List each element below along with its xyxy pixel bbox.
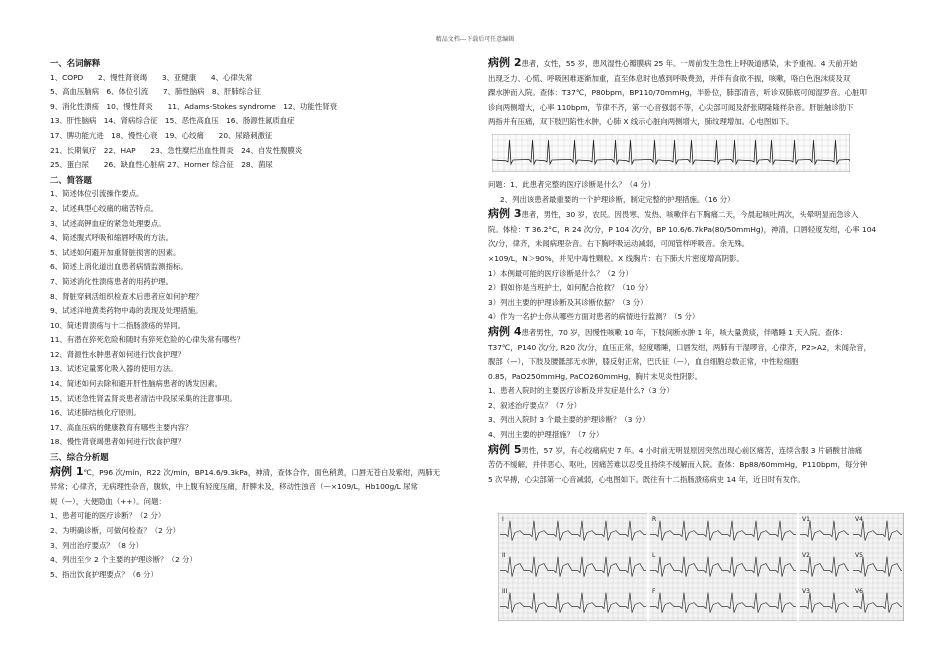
case-question: 3、列出入院时 3 个最主要的护理诊断？（3 分） xyxy=(488,415,650,425)
case-text: 次/分，律齐，未闻病理杂音。右下胸呼吸运动减弱，可闻管样呼吸音。余无殊。 xyxy=(488,239,750,249)
case-title: 病例 1 xyxy=(50,464,84,478)
list-item: 5、试述如何避开加重肾脏损害的因素。 xyxy=(50,247,181,257)
list-item: 15、试述急性肾盂肾炎患者清洁中段尿采集的注意事项。 xyxy=(50,393,237,403)
case-title: 病例 5 xyxy=(488,442,522,456)
ecg-lead-label: R xyxy=(652,516,657,523)
case-text: T37℃，P140 次/分, R20 次/分，血压正常，轻度嗜睡，口唇发绀，两肺有干湿啰音，心律齐，P2>A2，未闻杂音， xyxy=(488,342,872,352)
case-question: 1、患者入院时的主要医疗诊断及并发症是什么?（3 分） xyxy=(488,386,674,396)
list-item: 1、简述体位引流操作要点。 xyxy=(50,189,144,199)
questions-list xyxy=(50,187,480,450)
ecg-lead-label: II xyxy=(502,552,506,559)
list-item: 6、简述上消化道出血患者病情监测指标。 xyxy=(50,262,188,272)
list-item: 7、简述消化性溃疡患者的用药护理。 xyxy=(50,276,173,286)
case-question: 4、列出至少 2 个主要的护理诊断？（2 分） xyxy=(50,555,197,565)
case-4 xyxy=(488,325,906,443)
case-text: 0.85，PaO250mmHg, PaCO260mmHg，胸片未见炎性阴影。 xyxy=(488,371,703,381)
ecg-strip-image xyxy=(492,134,850,172)
ecg-lead-label: V4 xyxy=(855,516,863,523)
case-text: 腹部（—），下肢及腰骶部无水肿，膝反射正常，巴氏征（—），血自细胞总数正常，中性粒细胞 xyxy=(488,357,799,367)
case-question: 2、叙述治疗要点？（7 分） xyxy=(488,400,582,410)
case-text: 出现乏力、心慌、呼吸困难逐渐加重，直至体息时也感到呼吸费劲，并伴有食欲不振，咳嗽，咯白色泡沫痰及双 xyxy=(488,73,851,83)
case-title: 病例 3 xyxy=(488,207,522,221)
case-3 xyxy=(488,207,906,325)
case-question: 1、患者可能的医疗诊断？（2 分） xyxy=(50,511,166,521)
case-text: 踝水肿而入院。查体：T37℃，P80bpm，BP110/70mmHg，半卧位，肺部清音，听诊双肺底可闻湿罗音。心脏叩 xyxy=(488,88,867,98)
case-text: 诊向两侧增大，心率 110bpm，节律不齐，第一心音强弱不等，心尖部可闻及舒张期隆隆样杂音。肝脏触诊肋下 xyxy=(488,102,854,112)
list-item: 13、试述定量雾化吸入器的使用方法。 xyxy=(50,364,178,374)
left-column xyxy=(50,56,480,582)
list-item: 21、长期氧疗 22、HAP 23、急性糜烂出血性胃炎 24、自发性腹膜炎 xyxy=(50,145,303,155)
case-question: 问题：1、此患者完整的医疗诊断是什么？（4 分） xyxy=(488,179,655,189)
case-2 xyxy=(488,56,906,207)
list-item: 13、肝性脑病 14、肾病综合征 15、恶性高血压 16、肠源性氮质血症 xyxy=(50,116,295,126)
case-text: 两指并有压痛，双下肢凹陷性水肿，心肺 X 线示心脏向两侧增大，肺纹理增加。心电图如下。 xyxy=(488,117,794,127)
case-question: 5、指出饮食护理要点？（6 分） xyxy=(50,569,158,579)
ecg-lead-label: III xyxy=(502,588,508,595)
ecg-lead-label: V5 xyxy=(855,552,863,559)
list-item: 14、简述如何去除和避开肝性脑病患者的诱发因素。 xyxy=(50,379,223,389)
case-1 xyxy=(50,465,480,583)
page-header: 精品文档---下载后可任意编辑 xyxy=(435,36,515,43)
section-title-terms: 一、名词解释 xyxy=(50,58,101,68)
ecg-lead-label: F xyxy=(652,588,656,595)
ecg-12-lead-case-5 xyxy=(498,513,904,621)
case-question: 2、为明确诊断，可做何检查？（2 分） xyxy=(50,526,181,535)
list-item: 9、试述洋地黄类药物中毒的表现及处理措施。 xyxy=(50,306,203,316)
list-item: 5、高血压脑病 6、体位引流 7、肺性脑病 8、肝肺综合征 xyxy=(50,87,261,97)
case-text: 异常；心律齐，无病理性杂音，腹软，中上腹有轻度压痛，肝脾未及，移动性浊音（—×109/L，Hb100g/L 尿常 xyxy=(50,482,418,492)
list-item: 10、简述胃溃疡与十二指肠溃疡的异同。 xyxy=(50,320,186,330)
case-question: 4、列出主要的护理措施？（7 分） xyxy=(488,430,604,440)
list-item: 2、试述典型心绞痛的痛苦特点。 xyxy=(50,203,159,213)
case-text: 患者，女性，55 岁，患风湿性心瓣膜病 25 年。一周前发生急性上呼吸道感染，未予重视。4 天前开始 xyxy=(521,59,858,68)
case-question: 3）列出主要的护理诊断及其诊断依据？（3 分） xyxy=(488,297,648,307)
list-item: 9、消化性溃疡 10、慢性肾炎 11、Adams-Stokes syndrome 12、功能性肾衰 xyxy=(50,101,337,111)
ecg-lead-label: V3 xyxy=(802,588,810,595)
case-text: ℃，P96 次/min，R22 次/min，BP14.6/9.3kPa，神清，查体合作，面色稍黄，口唇无苍白及紫绀，两肺无 xyxy=(83,467,441,477)
list-item: 17、脾功能亢进 18、慢性心衰 19、心绞痛 20、尿路刺激征 xyxy=(50,130,273,140)
ecg-strip-case-2 xyxy=(492,134,850,172)
case-question: 1）本例最可能的医疗诊断是什么？（2 分） xyxy=(488,268,633,278)
case-question: 2、列出该患者最重要的一个护理诊断，制定完整的护理措施。（16 分） xyxy=(500,194,735,204)
case-text: 规（—），大便隐血（++）。问题： xyxy=(50,496,166,506)
case-title: 病例 2 xyxy=(488,56,522,69)
ecg-lead-label: V2 xyxy=(802,552,810,559)
list-item: 18、慢性肾衰竭患者如何进行饮食护理？ xyxy=(50,437,186,447)
ecg-lead-label: L xyxy=(652,552,656,559)
case-text: 5 次早搏，心尖部第一心音减弱，心电图如下。既往有十二指肠溃疡病史 14 年，近日时有发作。 xyxy=(488,474,805,484)
terms-list xyxy=(50,71,480,173)
ecg-lead-label: V6 xyxy=(855,588,863,595)
case-text: 男性，57 岁，有心绞痛病史 7 年。4 小时前无明显原因突然出现心前区痛苦，连续含服 3 片硝酸甘油痛 xyxy=(521,445,863,455)
list-item: 11、有潜在猝死危险和随时有猝死危险的心律失常有哪些？ xyxy=(50,335,245,345)
case-text: ×109/L，N＞90%，并见中毒性颗粒。X 线胸片：右下肺大片密度增高阴影。 xyxy=(488,253,744,263)
list-item: 17、高血压病的健康教育有哪些主要内容？ xyxy=(50,422,193,432)
list-item: 8、肾脏穿刺活组织检查术后患者应如何护理？ xyxy=(50,291,203,301)
list-item: 4、简述腹式呼吸和缩唇呼吸的方法。 xyxy=(50,233,173,243)
ecg-lead-label: I xyxy=(502,516,504,523)
right-column xyxy=(488,56,906,487)
case-question: 4）作为一名护士你从哪些方面对患者的病情进行监测？（5 分） xyxy=(488,312,700,322)
list-item: 16、试述肺结核化疗原则。 xyxy=(50,408,141,418)
case-question: 3、列出治疗要点？（8 分） xyxy=(50,540,144,550)
case-title: 病例 4 xyxy=(488,324,522,338)
case-question: 2）假如你是当班护士，如何配合抢救？（10 分） xyxy=(488,283,653,293)
case-text: 患者，男性，30 岁，农民。因畏寒、发热、咳嗽伴右下胸痛二天，今晨起咳吐两次，头晕明显而急诊入 xyxy=(521,210,859,220)
case-5 xyxy=(488,443,906,488)
list-item: 3、试述高钾血症的紧急处理要点。 xyxy=(50,218,166,228)
case-text: 苦仍不缓解，并伴恶心、呕吐，因痛苦难以忍受且持续不缓解而入院。查体：Bp88/60mmHg，P110bpm，每分钟 xyxy=(488,460,868,470)
section-title-short-answer: 二、简答题 xyxy=(50,174,92,185)
list-item: 1、COPD 2、慢性肾衰竭 3、亚健康 4、心律失常 xyxy=(50,72,253,82)
list-item: 12、肾源性水肿患者如何进行饮食护理？ xyxy=(50,349,186,359)
section-title-case-analysis: 三、综合分析题 xyxy=(50,452,109,463)
ecg-12-lead-image xyxy=(498,513,904,621)
case-text: 患者男性，70 岁，因慢性咳嗽 10 年，下肢间断水肿 1 年，咳大量黄痰，伴嗜睡 1 天入院。查体： xyxy=(521,327,847,337)
ecg-lead-label: V1 xyxy=(802,516,810,523)
case-text: 院。体检：T 36.2°C，R 24 次/分，P 104 次/分，BP 10.6/6.7kPa(80/50mmHg)，神清，口唇轻度发绀，心率 104 xyxy=(488,224,877,234)
list-item: 25、蛋白尿 26、缺血性心脏病 27、Horner 综合征 28、菌尿 xyxy=(50,160,273,170)
